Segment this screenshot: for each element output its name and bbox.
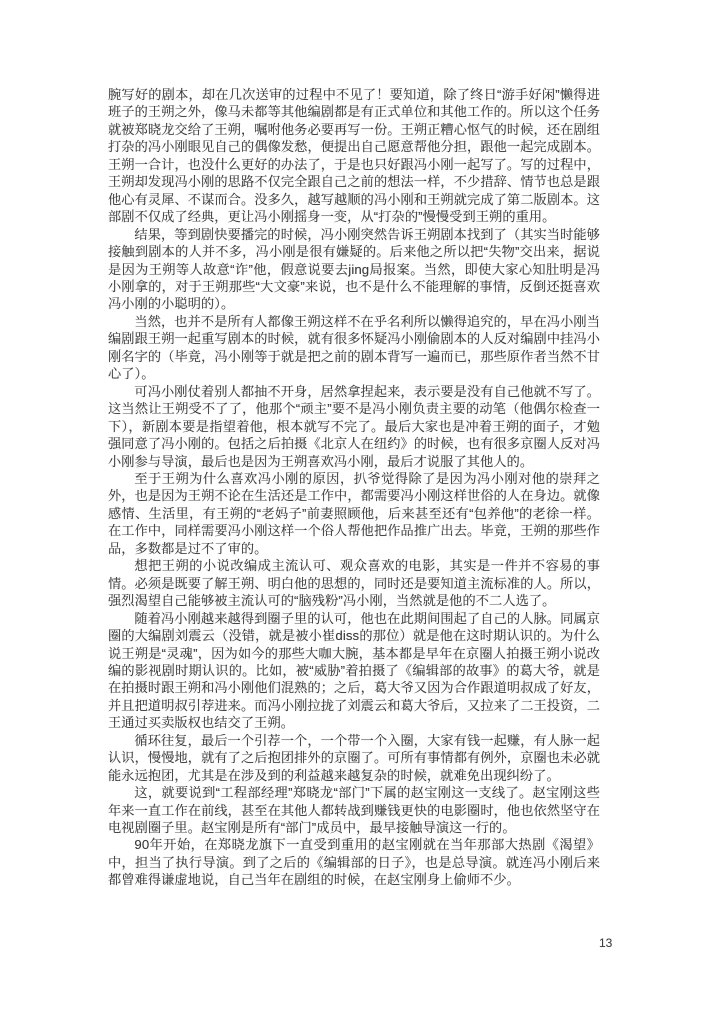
paragraph: 这，就要说到“工程部经理”郑晓龙“部门”下属的赵宝刚这一支线了。赵宝刚这些年来一直工作在前线，甚至在其他人都转战到赚钱更快的电影圈时，他也依然坚守在电视剧圈子里。赵宝刚是所有“部门”成员中，最早接触导演这一行的。	[108, 785, 600, 836]
paragraph: 随着冯小刚越来越得到圈子里的认可，他也在此期间围起了自己的人脉。同属京圈的大编剧刘震云（没错，就是被小崔diss的那位）就是他在这时期认识的。为什么说王朔是“灵魂”，因为如今的那些大咖大腕，基本都是早年在京圈人拍摄王朔小说改编的影视剧时期认识的。比如，被“威胁”着拍摄了《编辑部的故事》的葛大爷，就是在拍摄时跟王朔和冯小刚他们混熟的；之后，葛大爷又因为合作跟道明叔成了好友，并且把道明叔引荐进来。而冯小刚拉拢了刘震云和葛大爷后，又拉来了二王投资，二王通过买卖版权也结交了王朔。	[108, 610, 600, 731]
paragraph: 当然，也并不是所有人都像王朔这样不在乎名利所以懒得追究的，早在冯小刚当编剧跟王朔一起重写剧本的时候，就有很多怀疑冯小刚偷剧本的人反对编剧中挂冯小刚名字的（毕竟，冯小刚等于就是把之前的剧本背写一遍而已，那些原作者当然不甘心了）。	[108, 313, 600, 382]
paragraph: 想把王朔的小说改编成主流认可、观众喜欢的电影，其实是一件并不容易的事情。必须是既要了解王朔、明白他的思想的，同时还是要知道主流标准的人。所以，强烈渴望自己能够被主流认可的“脑残粉”冯小刚，当然就是他的不二人选了。	[108, 558, 600, 609]
article-text	[108, 86, 600, 889]
paragraph: 至于王朔为什么喜欢冯小刚的原因，扒爷觉得除了是因为冯小刚对他的崇拜之外，也是因为王朔不论在生活还是工作中，都需要冯小刚这样世俗的人在身边。就像感情、生活里，有王朔的“老妈子”前妻照顾他，后来甚至还有“包养他”的老徐一样。在工作中，同样需要冯小刚这样一个俗人帮他把作品推广出去。毕竟，王朔的那些作品，多数都是过不了审的。	[108, 470, 600, 556]
paragraph: 循环往复，最后一个引荐一个，一个带一个入圈，大家有钱一起赚，有人脉一起认识，慢慢地，就有了之后抱团排外的京圈了。可所有事情都有例外，京圈也未必就能永远抱团，尤其是在涉及到的利益越来越复杂的时候，就难免出现纠纷了。	[108, 732, 600, 783]
paragraph: 腕写好的剧本，却在几次送审的过程中不见了！要知道，除了终日“游手好闲”懒得进班子的王朔之外，像马未都等其他编剧都是有正式单位和其他工作的。所以这个任务就被郑晓龙交给了王朔，嘱咐他务必要再写一份。王朔正糟心怄气的时候，还在剧组打杂的冯小刚眼见自己的偶像发愁，便提出自己愿意帮他分担，跟他一起完成剧本。王朔一合计，也没什么更好的办法了，于是也只好跟冯小刚一起写了。写的过程中，王朔却发现冯小刚的思路不仅完全跟自己之前的想法一样，不少措辞、情节也总是跟他心有灵犀、不谋而合。没多久，越写越顺的冯小刚和王朔就完成了第二版剧本。这部剧不仅成了经典，更让冯小刚摇身一变，从“打杂的”慢慢受到王朔的重用。	[108, 87, 600, 225]
paragraph: 可冯小刚仗着别人都抽不开身，居然拿捏起来，表示要是没有自己他就不写了。这当然让王朔受不了了，他那个“顽主”要不是冯小刚负责主要的动笔（他偶尔检查一下），新剧本要是指望着他，根本就写不完了。最后大家也是冲着王朔的面子，才勉强同意了冯小刚的。包括之后拍摄《北京人在纽约》的时候，也有很多京圈人反对冯小刚参与导演，最后也是因为王朔喜欢冯小刚，最后才说服了其他人的。	[108, 383, 600, 469]
page-number: 13	[599, 936, 613, 950]
paragraph: 结果，等到剧快要播完的时候，冯小刚突然告诉王朔剧本找到了（其实当时能够接触到剧本的人并不多，冯小刚是很有嫌疑的。后来他之所以把“失物”交出来，据说是因为王朔等人故意“诈”他，假意说要去jing局报案。当然，即使大家心知肚明是冯小刚拿的，对于王朔那些“大文豪”来说，也不是什么不能理解的事情，反倒还挺喜欢冯小刚的小聪明的）。	[108, 226, 600, 312]
paragraph: 90年开始，在郑晓龙旗下一直受到重用的赵宝刚就在当年那部大热剧《渴望》中，担当了执行导演。到了之后的《编辑部的日子》，也是总导演。就连冯小刚后来都曾难得谦虚地说，自己当年在剧组的时候，在赵宝刚身上偷师不少。	[108, 837, 600, 888]
